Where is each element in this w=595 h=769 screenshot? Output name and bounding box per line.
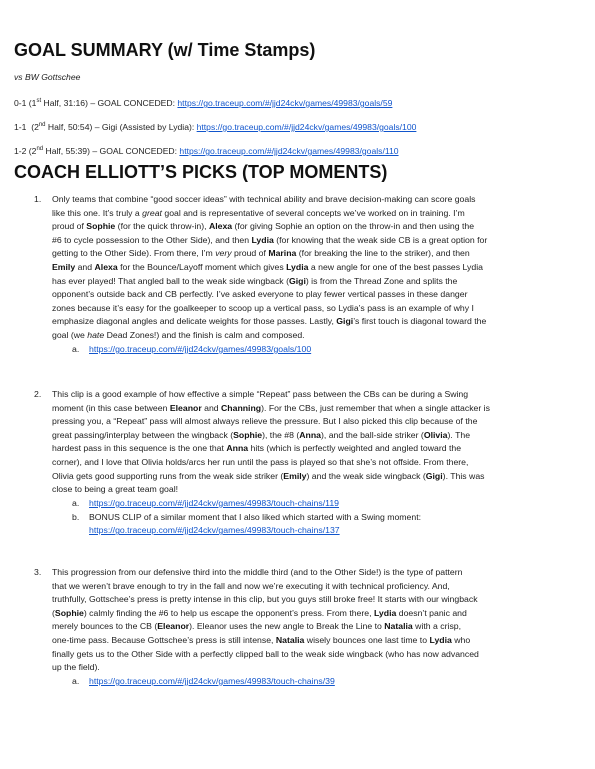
pick-2-links <box>72 497 421 538</box>
item-number-3: 3. <box>34 567 42 577</box>
pick-1-links <box>72 343 311 357</box>
pick-3-links <box>72 675 335 689</box>
bonus-clip-link[interactable]: https://go.traceup.com/#/jjd24ckv/games/49983/touch-chains/137 <box>89 525 340 536</box>
goal-summary-heading: GOAL SUMMARY (w/ Time Stamps) <box>14 40 316 60</box>
list-item: a. https://go.traceup.com/#/jjd24ckv/games/49983/touch-chains/39 <box>72 676 335 686</box>
goal-link-1[interactable]: https://go.traceup.com/#/jjd24ckv/games/49983/goals/59 <box>177 97 393 108</box>
goal-link-2[interactable]: https://go.traceup.com/#/jjd24ckv/games/49983/goals/100 <box>196 121 417 132</box>
goal-line-1: 0-1 (1st Half, 31:16) – GOAL CONCEDED: https://go.traceup.com/#/jjd24ckv/games/49983/goals/59 <box>14 97 393 108</box>
item-number-1: 1. <box>34 194 42 204</box>
picks-heading: COACH ELLIOTT’S PICKS (TOP MOMENTS) <box>14 162 388 182</box>
clip-link[interactable]: https://go.traceup.com/#/jjd24ckv/games/49983/touch-chains/119 <box>89 498 339 508</box>
list-item: b. BONUS CLIP of a similar moment that I also liked which started with a Swing moment: https://go.traceup.com/#/jjd24ckv/games/49983/touch-chains/137 <box>72 511 422 536</box>
list-item: a. https://go.traceup.com/#/jjd24ckv/games/49983/touch-chains/119 <box>72 498 339 508</box>
clip-link[interactable]: https://go.traceup.com/#/jjd24ckv/games/49983/goals/100 <box>89 344 312 354</box>
pick-2-paragraph: This clip is a good example of how effective a simple “Repeat” pass between the CBs can be during a Swing moment (in this case between Eleanor and Channing). For the CBs, just remember that when a single attacker is pressing you, a “Repeat” pass will almost always relieve the pressure. But I also picked this clip because of the great passing/interplay between the wingback (Sophie), the #8 (Anna), and the ball-side striker (Olivia). The hardest pass in this sequence is the one that Anna hits (which is perfectly weighted and angled toward the corner), and I love that Olivia holds/arcs her run until the pass is played so that she’s not offside. From there, Olivia gets good supporting runs from the weak side striker (Emily) and the weak side wingback (Gigi). This was close to being a great team goal! <box>52 389 490 495</box>
goal-line-2: 1-1 (2nd Half, 50:54) – Gigi (Assisted by Lydia): https://go.traceup.com/#/jjd24ckv/games/49983/goals/100 <box>14 121 417 132</box>
list-item: a. https://go.traceup.com/#/jjd24ckv/games/49983/goals/100 <box>72 344 312 354</box>
clip-link[interactable]: https://go.traceup.com/#/jjd24ckv/games/49983/touch-chains/39 <box>89 676 335 686</box>
pick-3-paragraph: This progression from our defensive third into the middle third (and to the Other Side!) is the type of pattern that we weren’t brave enough to try in the fall and now we’re executing it with technical proficiency. And, truthfully, Gottschee’s press is pretty intense in this clip, but you guys still broke free! It starts with our wingback (Sophie) calmly finding the #6 to help us escape the opponent’s press. From there, Lydia doesn’t panic and merely bounces to the CB (Eleanor). Eleanor uses the new angle to Break the Line to Natalia with a crisp, one-time pass. Because Gottschee’s press is still intense, Natalia wisely bounces one last time to Lydia who finally gets us to the Other Side with a perfectly clipped ball to the weak side wingback (who has now advanced up the field). <box>52 567 479 673</box>
opponent-subtitle: vs BW Gottschee <box>14 72 81 82</box>
goal-link-3[interactable]: https://go.traceup.com/#/jjd24ckv/games/49983/goals/110 <box>179 145 399 156</box>
item-number-2: 2. <box>34 389 42 399</box>
pick-1-paragraph: Only teams that combine “good soccer ideas” with technical ability and brave decision-making can score goals like this one. It’s truly a great goal and is representative of several concepts we’ve worked on in training. I’m proud of Sophie (for the quick throw-in), Alexa (for giving Sophie an option on the throw-in and then using the #6 to cycle possession to the Other Side), and then Lydia (for knowing that the weak side CB is a great option for getting to the Other Side). From there, I’m very proud of Marina (for breaking the line to the striker), and then Emily and Alexa for the Bounce/Layoff moment which gives Lydia a new angle for one of the best passes Lydia has ever played! That angled ball to the weak side wingback (Gigi) is from the Thread Zone and splits the opponent’s outside back and CB perfectly. I’ve asked everyone to play fewer vertical passes in these danger zones because it’s easy for the goalkeeper to scoop up a vertical pass, so Lydia’s pass is an example of why I emphasize diagonal angles and delicate weights for those passes. Lastly, Gigi’s first touch is diagonal toward the goal (we hate Dead Zones!) and the finish is calm and composed. <box>52 194 488 340</box>
goal-line-3: 1-2 (2nd Half, 55:39) – GOAL CONCEDED: https://go.traceup.com/#/jjd24ckv/games/49983/goals/110 <box>14 145 399 156</box>
